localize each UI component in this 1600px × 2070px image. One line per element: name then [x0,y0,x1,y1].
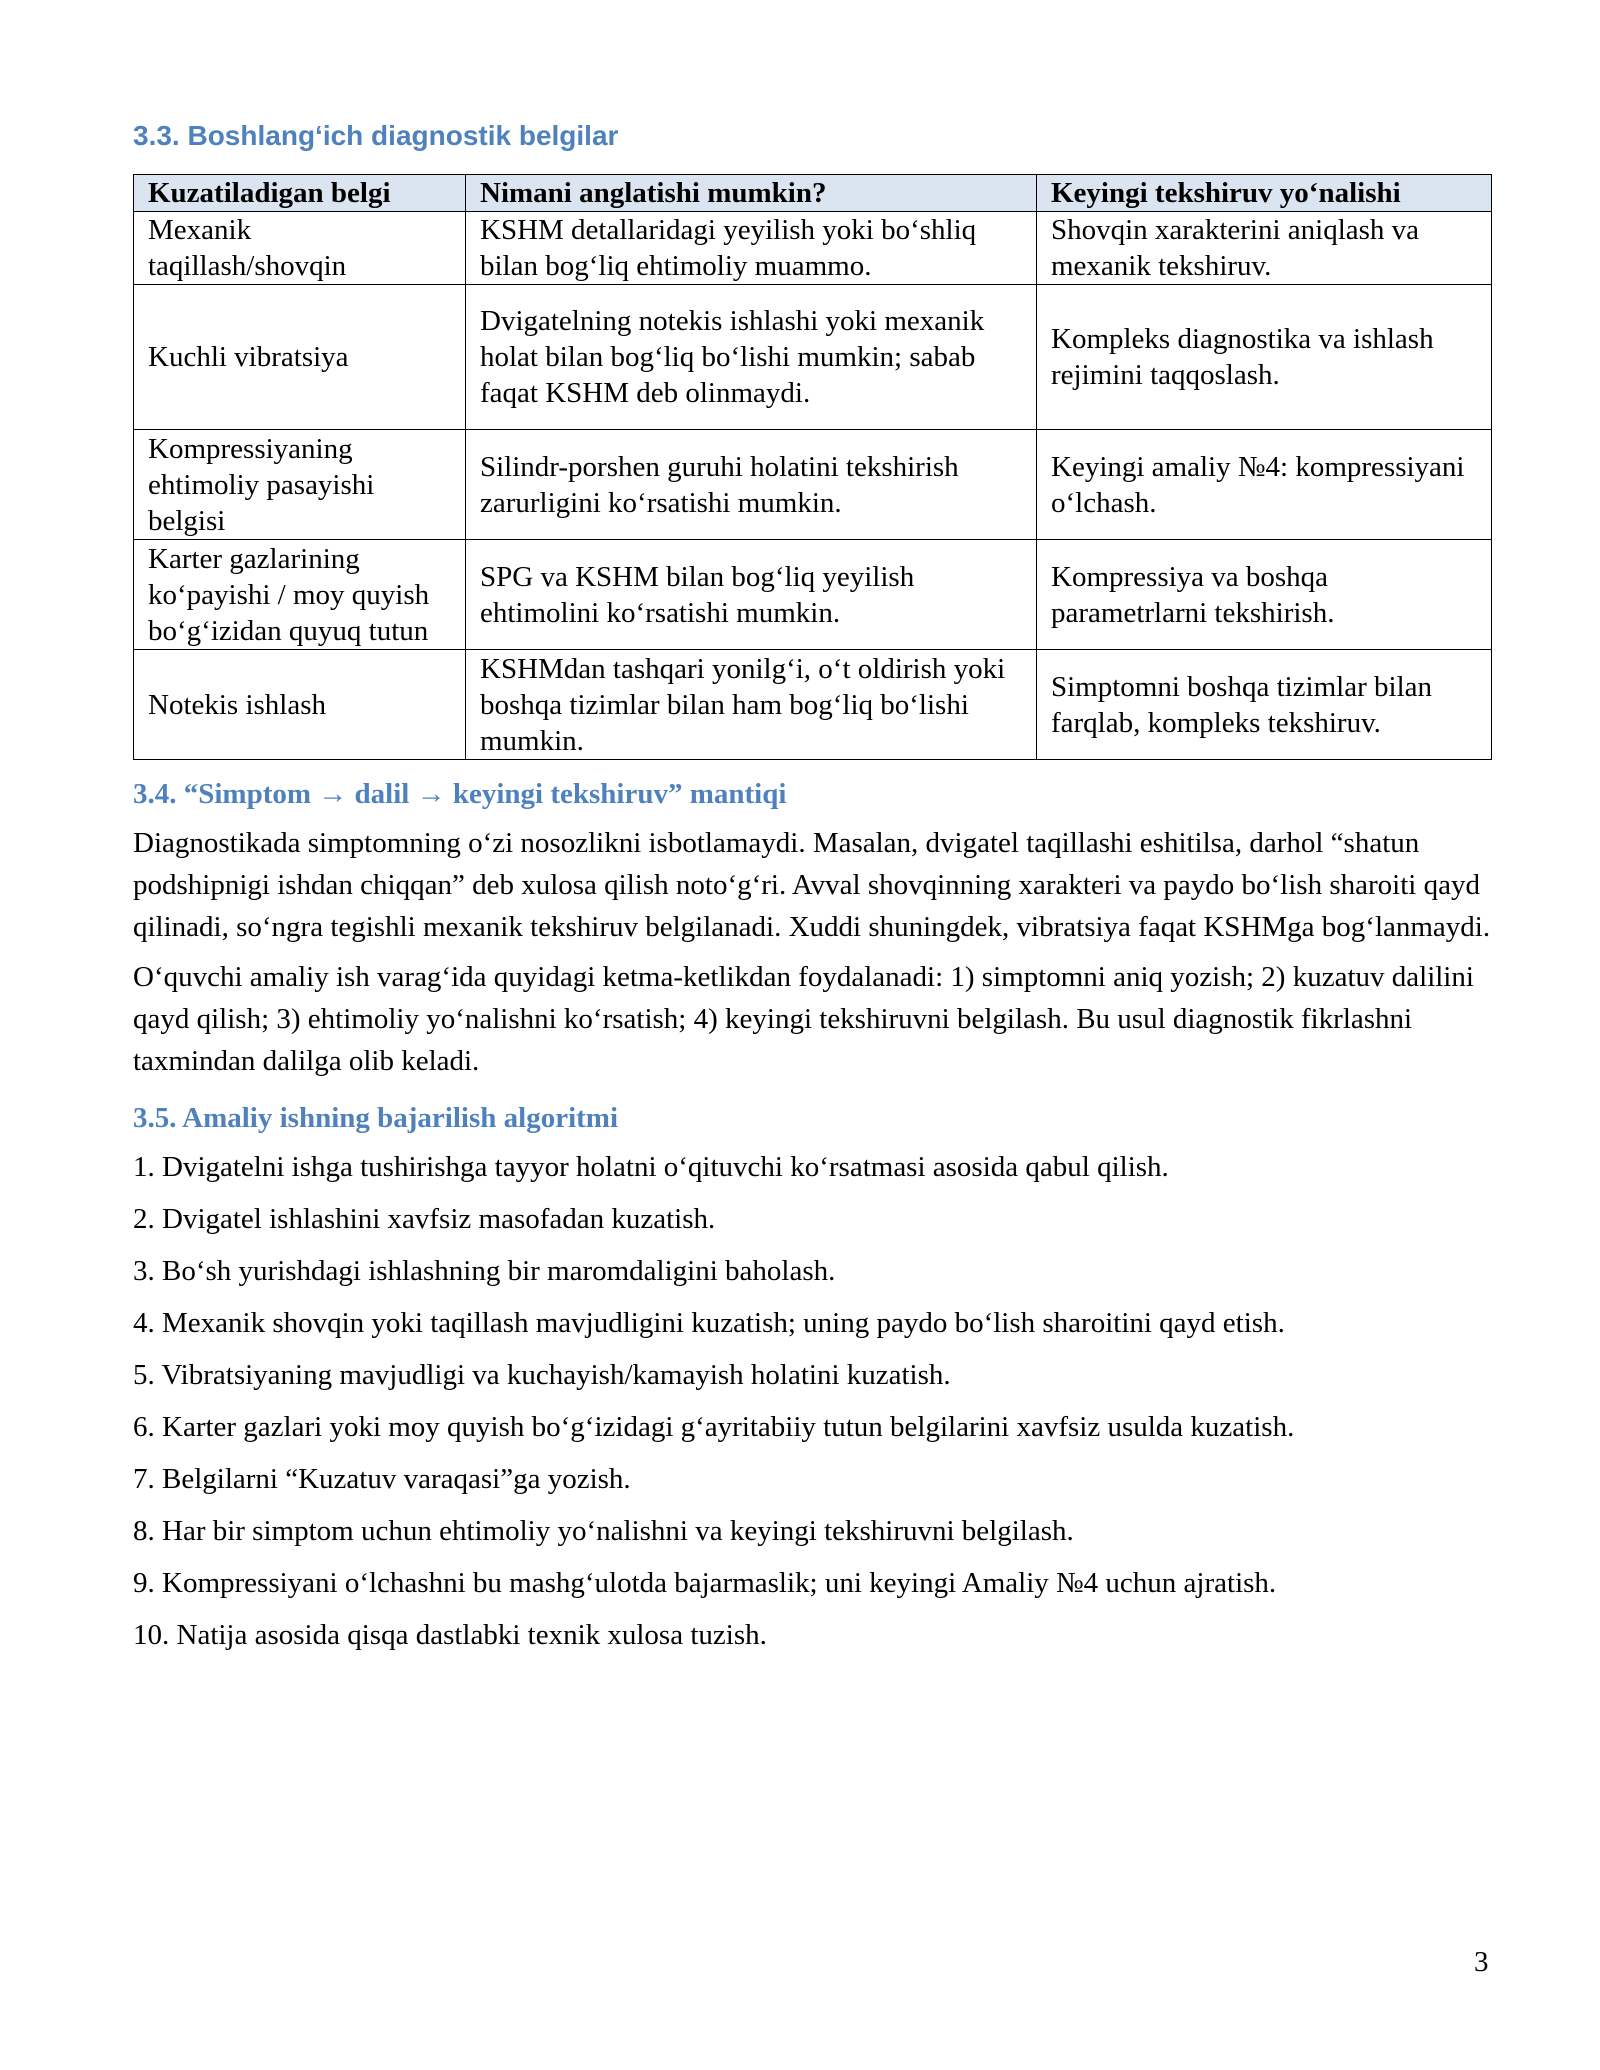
table-cell-sign: Kuchli vibratsiya [134,285,466,430]
table-cell-sign: Mexanik taqillash/shovqin [134,212,466,285]
table-cell-next: Simptomni boshqa tizimlar bilan farqlab, kompleks tekshiruv. [1037,650,1492,760]
table-cell-meaning: KSHMdan tashqari yonilg‘i, o‘t oldirish yoki boshqa tizimlar bilan ham bog‘liq bo‘lishi mumkin. [466,650,1037,760]
table-cell-meaning: Dvigatelning notekis ishlashi yoki mexanik holat bilan bog‘liq bo‘lishi mumkin; sabab faqat KSHM deb olinmaydi. [466,285,1037,430]
table-cell-sign: Notekis ishlash [134,650,466,760]
table-cell-next: Kompressiya va boshqa parametrlarni tekshirish. [1037,540,1492,650]
list-item: 8. Har bir simptom uchun ehtimoliy yo‘nalishni va keyingi tekshiruvni belgilash. [133,1515,1074,1547]
table-row [134,540,1492,650]
list-item: 9. Kompressiyani o‘lchashni bu mashg‘ulotda bajarmaslik; uni keyingi Amaliy №4 uchun ajratish. [133,1567,1277,1599]
section-3-5-heading: 3.5. Amaliy ishning bajarilish algoritmi [133,1102,618,1134]
table-cell-meaning: Silindr-porshen guruhi holatini tekshirish zarurligini ko‘rsatishi mumkin. [466,430,1037,540]
list-item: 2. Dvigatel ishlashini xavfsiz masofadan kuzatish. [133,1203,716,1235]
list-item: 7. Belgilarni “Kuzatuv varaqasi”ga yozish. [133,1463,631,1495]
list-item: 10. Natija asosida qisqa dastlabki texnik xulosa tuzish. [133,1619,767,1651]
table-cell-meaning: SPG va KSHM bilan bog‘liq yeyilish ehtimolini ko‘rsatishi mumkin. [466,540,1037,650]
table-row [134,285,1492,430]
diagnostic-signs-table [133,174,1492,760]
list-item: 4. Mexanik shovqin yoki taqillash mavjudligini kuzatish; uning paydo bo‘lish sharoitini qayd etish. [133,1307,1285,1339]
page-content [133,118,1491,1666]
page-number: 3 [1474,1946,1489,1978]
section-3-3-heading: 3.3. Boshlang‘ich diagnostik belgilar [133,120,619,151]
list-item: 6. Karter gazlari yoki moy quyish bo‘g‘izidagi g‘ayritabiiy tutun belgilarini xavfsiz usulda kuzatish. [133,1411,1295,1443]
table-cell-next: Keyingi amaliy №4: kompressiyani o‘lchash. [1037,430,1492,540]
table-header-row [134,175,1492,212]
column-header: Kuzatiladigan belgi [134,175,466,212]
table-row [134,212,1492,285]
paragraph: O‘quvchi amaliy ish varag‘ida quyidagi ketma-ketlikdan foydalanadi: 1) simptomni aniq yozish; 2) kuzatuv dalilini qayd qilish; 3) ehtimoliy yo‘nalishni ko‘rsatish; 4) keyingi tekshiruvni belgilash. Bu usul diagnostik fikrlashni taxmindan dalilga olib keladi. [133,961,1474,1077]
paragraph: Diagnostikada simptomning o‘zi nosozlikni isbotlamaydi. Masalan, dvigatel taqillashi eshitilsa, darhol “shatun podshipnigi ishdan chiqqan” deb xulosa qilish noto‘g‘ri. Avval shovqinning xarakteri va paydo bo‘lish sharoiti qayd qilinadi, so‘ngra tegishli mexanik tekshiruv belgilanadi. Xuddi shuningdek, vibratsiya faqat KSHMga bog‘lanmaydi. [133,827,1491,943]
table-cell-sign: Kompressiyaning ehtimoliy pasayishi belgisi [134,430,466,540]
list-item: 3. Bo‘sh yurishdagi ishlashning bir maromdaligini baholash. [133,1255,836,1287]
table-cell-next: Kompleks diagnostika va ishlash rejimini taqqoslash. [1037,285,1492,430]
section-3-4-heading: 3.4. “Simptom → dalil → keyingi tekshiruv” mantiqi [133,778,787,810]
list-item: 1. Dvigatelni ishga tushirishga tayyor holatni o‘qituvchi ko‘rsatmasi asosida qabul qilish. [133,1151,1169,1183]
list-item: 5. Vibratsiyaning mavjudligi va kuchayish/kamayish holatini kuzatish. [133,1359,951,1391]
table-row [134,430,1492,540]
column-header: Nimani anglatishi mumkin? [466,175,1037,212]
table-cell-meaning: KSHM detallaridagi yeyilish yoki bo‘shliq bilan bog‘liq ehtimoliy muammo. [466,212,1037,285]
column-header: Keyingi tekshiruv yo‘nalishi [1037,175,1492,212]
table-row [134,650,1492,760]
table-cell-sign: Karter gazlarining ko‘payishi / moy quyish bo‘g‘izidan quyuq tutun [134,540,466,650]
table-cell-next: Shovqin xarakterini aniqlash va mexanik tekshiruv. [1037,212,1492,285]
algorithm-steps-list [133,1146,1491,1666]
